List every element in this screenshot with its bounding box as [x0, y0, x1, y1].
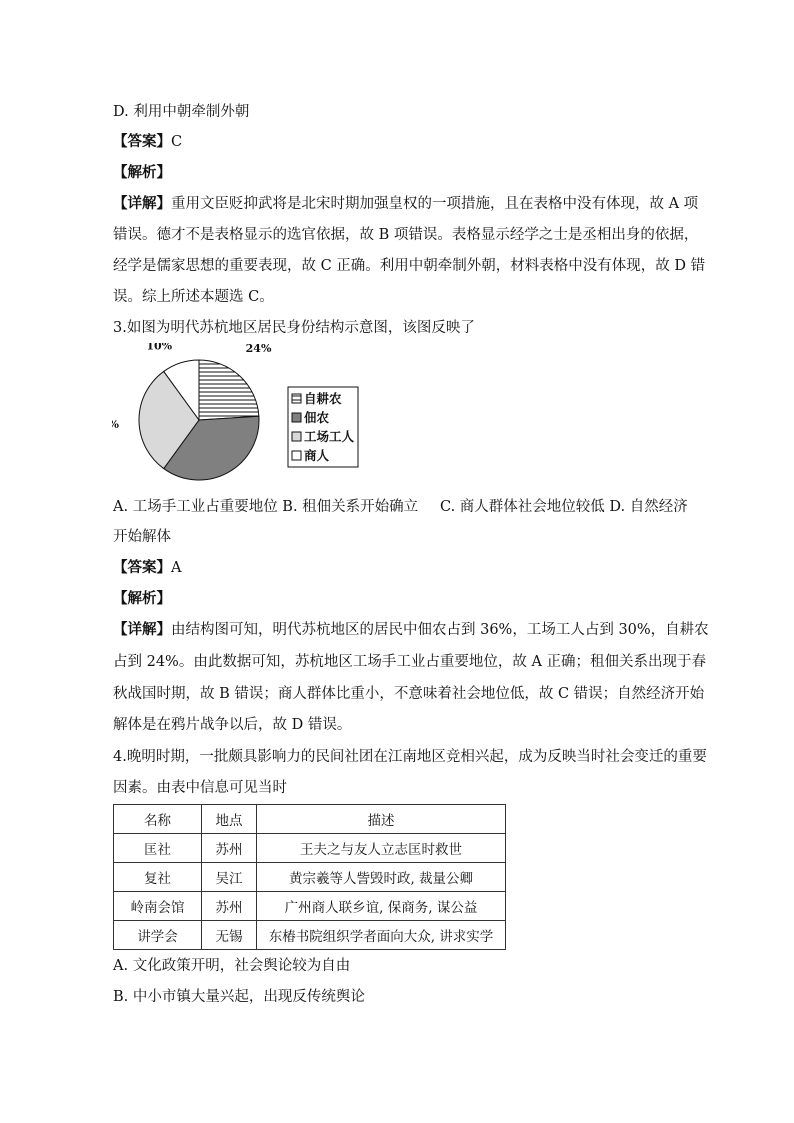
- q2-detail-line-1: [113, 194, 699, 214]
- table-row: [114, 834, 506, 863]
- pie-chart: [112, 343, 372, 493]
- q3-options-line-2: 开始解体: [113, 529, 171, 545]
- q3-detail-line-1: [113, 620, 709, 640]
- table-cell: 无锡: [202, 921, 257, 950]
- q3-detail-line-3: 秋战国时期，故 B 错误；商人群体比重小，不意味着社会地位低，故 C 错误；自然经济开始: [113, 686, 705, 702]
- legend-label: 自耕农: [304, 391, 342, 406]
- table-row: [114, 921, 506, 950]
- pie-data-label: 10%: [146, 343, 173, 353]
- detail-tag: 【详解】: [113, 621, 171, 638]
- q3-analysis-tag: [113, 589, 683, 609]
- legend-label: 佃农: [304, 410, 330, 425]
- legend-swatch: [292, 413, 301, 422]
- pie-chart-svg: [112, 343, 372, 493]
- q3-options-cd: C. 商人群体社会地位较低 D. 自然经济: [440, 499, 688, 515]
- answer-tag: 【答案】: [113, 133, 171, 150]
- pie-data-label: [222, 491, 248, 493]
- legend-swatch: [292, 451, 301, 460]
- table-cell: 王夫之与友人立志匡时救世: [257, 834, 506, 863]
- q2-analysis-tag: [113, 163, 683, 183]
- table-cell: 东椿书院组织学者面向大众, 讲求实学: [257, 921, 506, 950]
- q4-stem-line-2: 因素。由表中信息可见当时: [113, 780, 287, 796]
- q3-answer: A: [171, 560, 182, 576]
- q3-detail-line-4: 解体是在鸦片战争以后，故 D 错误。: [113, 717, 352, 733]
- q2-detail-line-4: 误。综上所述本题选 C。: [113, 289, 274, 305]
- q2-detail-text-1: 重用文臣贬抑武将是北宋时期加强皇权的一项措施，且在表格中没有体现，故 A 项: [171, 196, 699, 212]
- table-cell: 讲学会: [114, 921, 202, 950]
- table-cell: 复社: [114, 863, 202, 892]
- q2-answer-line: [113, 132, 683, 152]
- table-cell: 苏州: [202, 892, 257, 921]
- q3-options-ab: A. 工场手工业占重要地位 B. 租佃关系开始确立: [113, 499, 419, 515]
- table-cell: 吴江: [202, 863, 257, 892]
- q4-option-b: B. 中小市镇大量兴起，出现反传统舆论: [113, 989, 365, 1005]
- pie-data-label: 24%: [245, 343, 272, 356]
- q3-stem: 3.如图为明代苏杭地区居民身份结构示意图，该图反映了: [113, 320, 475, 336]
- q4-table: [113, 804, 506, 950]
- table-header-cell: 描述: [257, 805, 506, 834]
- legend-label: 商人: [304, 448, 330, 463]
- legend-swatch: [292, 394, 301, 403]
- q2-option-d: D. 利用中朝牵制外朝: [113, 104, 250, 120]
- q4-option-a: A. 文化政策开明，社会舆论较为自由: [113, 958, 351, 974]
- table-header-cell: 地点: [202, 805, 257, 834]
- table-cell: 广州商人联乡谊, 保商务, 谋公益: [257, 892, 506, 921]
- table-cell: 黄宗羲等人訾毁时政, 裁量公卿: [257, 863, 506, 892]
- q3-detail-text-1: 由结构图可知，明代苏杭地区的居民中佃农占到 36%，工场工人占到 30%，自耕农: [171, 622, 709, 638]
- table-cell: 岭南会馆: [114, 892, 202, 921]
- pie-slice-1: [199, 360, 259, 420]
- pie-data-label: [112, 418, 120, 431]
- table-cell: 苏州: [202, 834, 257, 863]
- table-header-cell: 名称: [114, 805, 202, 834]
- detail-tag: 【详解】: [113, 195, 171, 212]
- legend-label: 工场工人: [304, 429, 355, 444]
- analysis-tag: 【解析】: [113, 590, 171, 607]
- analysis-tag: 【解析】: [113, 164, 171, 181]
- table-row: [114, 892, 506, 921]
- q4-stem-line-1: 4.晚明时期，一批颇具影响力的民间社团在江南地区竞相兴起，成为反映当时社会变迁的重要: [113, 749, 707, 765]
- table-header-row: [114, 805, 506, 834]
- answer-tag: 【答案】: [113, 559, 171, 576]
- q3-answer-line: [113, 558, 683, 578]
- q3-detail-line-2: 占到 24%。由此数据可知，苏杭地区工场手工业占重要地位，故 A 正确；租佃关系出现于春: [113, 654, 707, 670]
- legend-swatch: [292, 432, 301, 441]
- q2-answer: C: [171, 134, 183, 150]
- q2-detail-line-3: 经学是儒家思想的重要表现，故 C 正确。利用中朝牵制外朝，材料表格中没有体现，故 D 错: [113, 258, 706, 274]
- table-cell: 匡社: [114, 834, 202, 863]
- table-row: [114, 863, 506, 892]
- q2-detail-line-2: 错误。德才不是表格显示的选官依据，故 B 项错误。表格显示经学之士是丞相出身的依据，: [113, 227, 699, 243]
